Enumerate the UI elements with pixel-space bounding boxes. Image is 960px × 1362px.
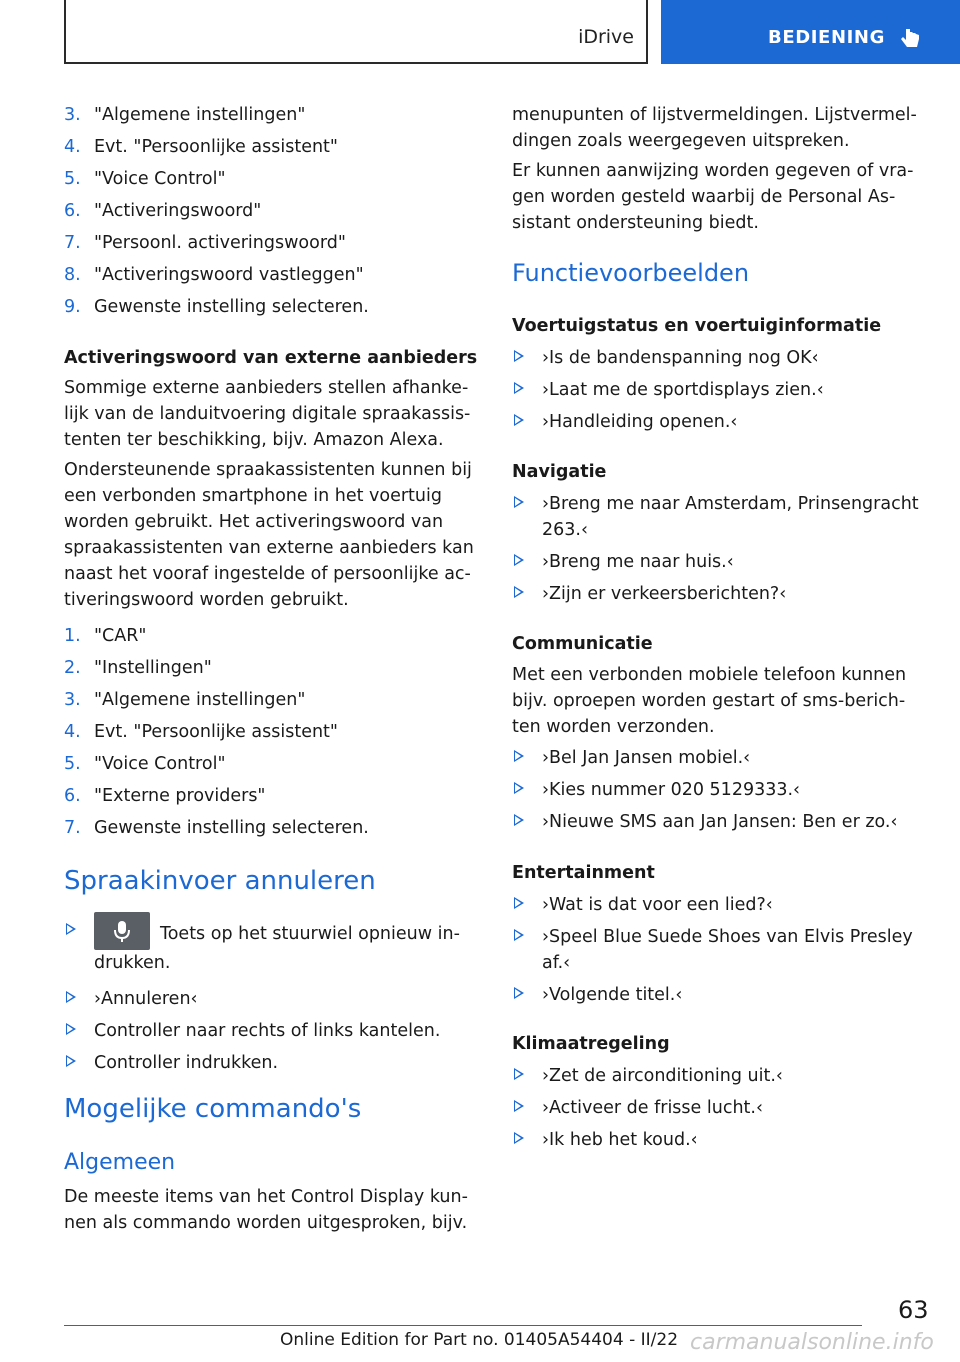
list-item: ›Bel Jan Jansen mobiel.‹	[512, 745, 932, 771]
header-tab	[661, 0, 960, 64]
general-para: De meeste items van het Control Display kun-nen als commando worden uitgesproken, bijv.	[64, 1187, 468, 1233]
section-title: iDrive	[578, 26, 634, 48]
bullet-triangle-icon	[514, 1100, 524, 1112]
bullet-triangle-icon	[514, 1068, 524, 1080]
list-item: 1. "CAR"	[64, 626, 147, 646]
list-item: ›Kies nummer 020 5129333.‹	[512, 777, 932, 803]
bullet-triangle-icon	[514, 987, 524, 999]
list-item: ›Zet de airconditioning uit.‹	[512, 1063, 932, 1089]
bullet-triangle-icon	[514, 554, 524, 566]
list-item: ›Is de bandenspanning nog OK‹	[512, 345, 932, 371]
bullet-triangle-icon	[514, 929, 524, 941]
list-item: Controller naar rechts of links kantelen.	[64, 1018, 484, 1044]
bullet-triangle-icon	[514, 496, 524, 508]
list-item: ›Wat is dat voor een lied?‹	[512, 892, 932, 918]
bullet-triangle-icon	[514, 1132, 524, 1144]
list-item: ›Activeer de frisse lucht.‹	[512, 1095, 932, 1121]
list-item: ›Zijn er verkeersberichten?‹	[512, 581, 932, 607]
list-item: 4. Evt. "Persoonlijke assistent"	[64, 722, 338, 742]
header-box	[64, 0, 648, 64]
list-item: 3. "Algemene instellingen"	[64, 105, 306, 125]
list-item: ›Laat me de sportdisplays zien.‹	[512, 377, 932, 403]
bullet-triangle-icon	[514, 782, 524, 794]
list-item: Toets op het stuurwiel opnieuw in-drukken.	[64, 918, 484, 976]
cancel-list	[64, 918, 484, 1076]
page-number: 63	[898, 1296, 929, 1324]
bullet-triangle-icon	[66, 1055, 76, 1067]
hand-pointer-icon	[897, 26, 923, 52]
climate-list	[512, 1063, 932, 1153]
list-item: 2. "Instellingen"	[64, 658, 212, 678]
vehicle-list	[512, 345, 932, 435]
list-item: 6. "Externe providers"	[64, 786, 266, 806]
bullet-triangle-icon	[514, 382, 524, 394]
entertainment-list	[512, 892, 932, 1008]
list-item: 7. "Persoonl. activeringswoord"	[64, 233, 346, 253]
steps-list-a	[64, 102, 484, 320]
commands-heading: Mogelijke commando's	[64, 1094, 362, 1124]
list-item: ›Annuleren‹	[64, 986, 484, 1012]
climate-heading: Klimaatregeling	[512, 1034, 670, 1054]
watermark: carmanualsonline.info	[690, 1330, 934, 1355]
list-item: 3. "Algemene instellingen"	[64, 690, 306, 710]
nav-list	[512, 491, 932, 607]
bullet-triangle-icon	[66, 991, 76, 1003]
hint-para: Er kunnen aanwijzing worden gegeven of vra-gen worden gesteld waarbij de Personal As-sistant ondersteuning biedt.	[512, 161, 914, 233]
footer-rule	[64, 1325, 862, 1326]
general-heading: Algemeen	[64, 1150, 176, 1175]
list-item: ›Handleiding openen.‹	[512, 409, 932, 435]
microphone-icon	[94, 912, 150, 950]
list-item: 6. "Activeringswoord"	[64, 201, 262, 221]
vehicle-heading: Voertuigstatus en voertuiginformatie	[512, 316, 882, 336]
list-item: ›Breng me naar Amsterdam, Prinsengracht 263.‹	[512, 491, 932, 543]
bullet-triangle-icon	[514, 897, 524, 909]
external-heading: Activeringswoord van externe aanbieders	[64, 348, 478, 368]
external-para-1: Sommige externe aanbieders stellen afhanke-lijk van de landuitvoering digitale spraakassis-tenten ter beschikking, bijv. Amazon Alexa.	[64, 378, 471, 450]
list-item: 8. "Activeringswoord vastleggen"	[64, 265, 364, 285]
bullet-triangle-icon	[514, 750, 524, 762]
comm-list	[512, 745, 932, 835]
bullet-triangle-icon	[514, 414, 524, 426]
voice-button-image	[94, 912, 150, 950]
comm-heading: Communicatie	[512, 634, 653, 654]
list-item: 7. Gewenste instelling selecteren.	[64, 818, 369, 838]
list-item: 9. Gewenste instelling selecteren.	[64, 297, 369, 317]
bullet-triangle-icon	[514, 814, 524, 826]
cancel-heading: Spraakinvoer annuleren	[64, 866, 376, 896]
tab-label: BEDIENING	[768, 27, 885, 48]
list-item: ›Nieuwe SMS aan Jan Jansen: Ben er zo.‹	[512, 809, 932, 835]
list-item: ›Ik heb het koud.‹	[512, 1127, 932, 1153]
bullet-triangle-icon	[66, 923, 76, 935]
steps-list-b	[64, 623, 484, 841]
edition-text: Online Edition for Part no. 01405A54404 - II/22	[280, 1330, 679, 1350]
list-item: 5. "Voice Control"	[64, 169, 226, 189]
list-item: Controller indrukken.	[64, 1050, 484, 1076]
list-item: 5. "Voice Control"	[64, 754, 226, 774]
examples-heading: Functievoorbeelden	[512, 259, 750, 287]
list-item: ›Breng me naar huis.‹	[512, 549, 932, 575]
list-item: 4. Evt. "Persoonlijke assistent"	[64, 137, 338, 157]
list-item: ›Volgende titel.‹	[512, 982, 932, 1008]
comm-para: Met een verbonden mobiele telefoon kunnen bijv. oproepen worden gestart of sms-berich-ten worden verzonden.	[512, 665, 907, 737]
bullet-triangle-icon	[514, 350, 524, 362]
entertainment-heading: Entertainment	[512, 863, 655, 883]
bullet-triangle-icon	[66, 1023, 76, 1035]
list-item: ›Speel Blue Suede Shoes van Elvis Presley af.‹	[512, 924, 932, 976]
bullet-triangle-icon	[514, 586, 524, 598]
continued-para: menupunten of lijstvermeldingen. Lijstvermel-dingen zoals weergegeven uitspreken.	[512, 105, 917, 151]
external-para-2: Ondersteunende spraakassistenten kunnen bij een verbonden smartphone in het voertuig worden gebruikt. Het activeringswoord van spraakassistenten van externe aanbieders kan naast het vooraf ingestelde of persoonlijke ac-tiveringswoord worden gebruikt.	[64, 460, 474, 610]
nav-heading: Navigatie	[512, 462, 607, 482]
